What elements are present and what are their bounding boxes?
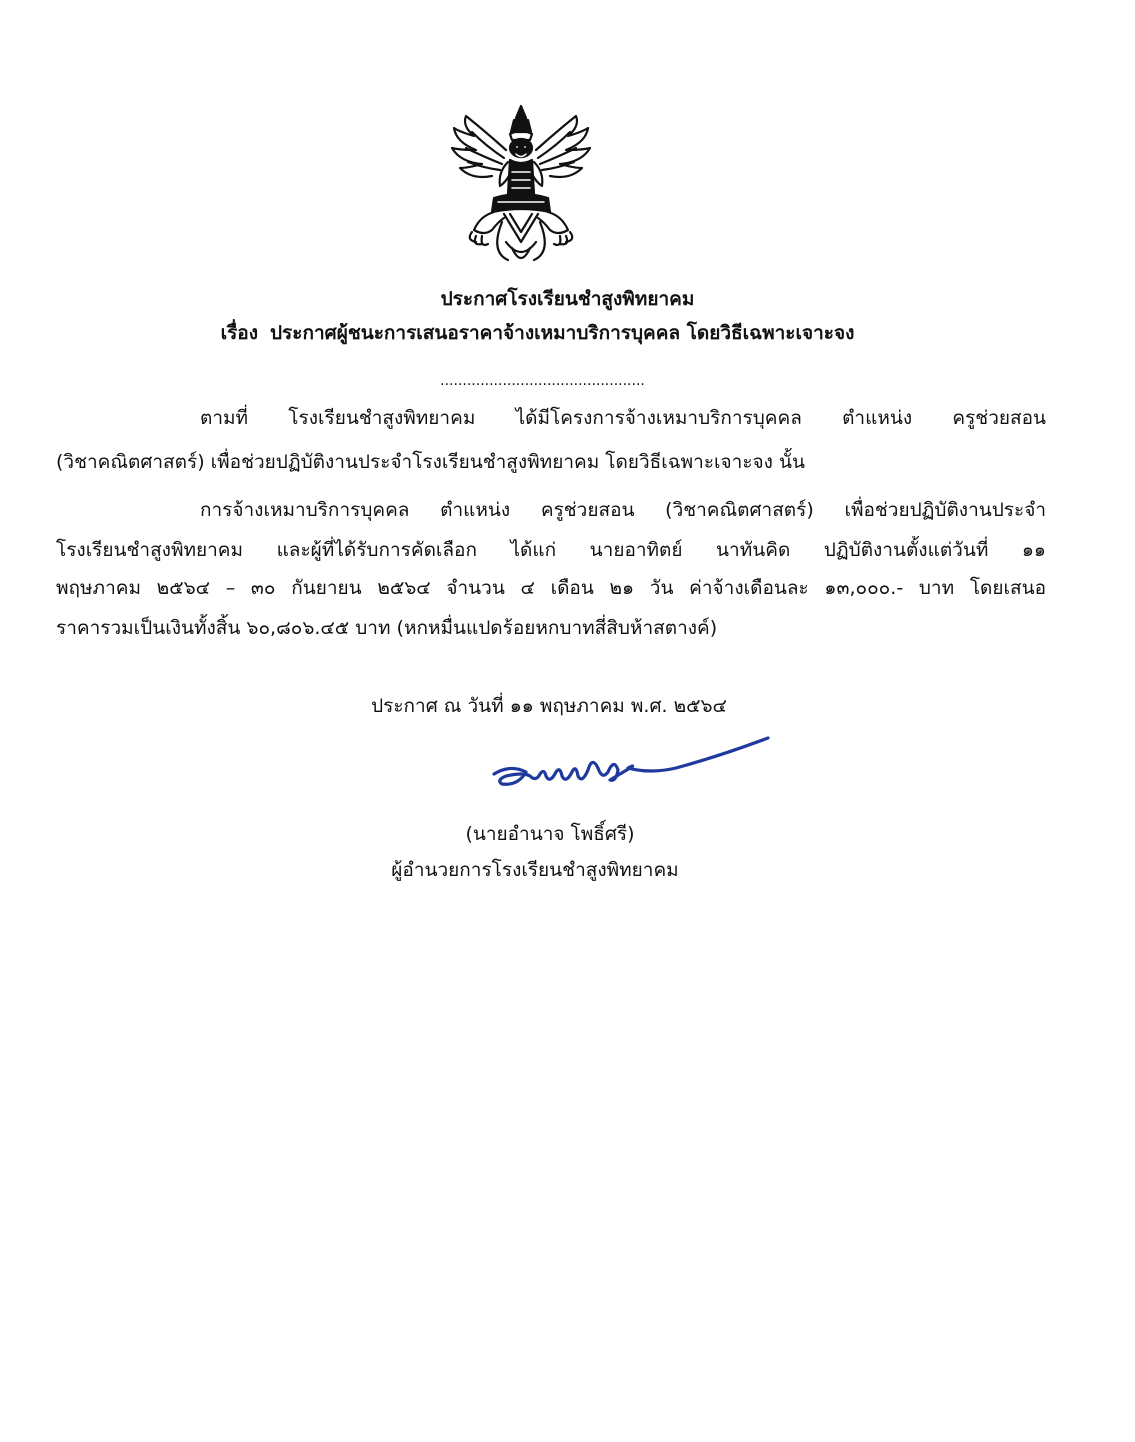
handwritten-signature	[480, 728, 776, 800]
announcement-subject	[0, 320, 1075, 346]
paragraph2-line1: การจ้างเหมาบริการบุคคล ตำแหน่ง ครูช่วยสอน (วิชาคณิตศาสตร์) เพื่อช่วยปฏิบัติงานประจำ	[200, 499, 1046, 521]
signer-name: (นายอำนาจ โพธิ์ศรี)	[465, 823, 635, 845]
paragraph1-line1: ตามที่ โรงเรียนชำสูงพิทยาคม ได้มีโครงการจ้างเหมาบริการบุคคล ตำแหน่ง ครูช่วยสอน	[200, 407, 1046, 429]
paragraph2-line3: พฤษภาคม ๒๕๖๔ – ๓๐ กันยายน ๒๕๖๔ จำนวน ๔ เดือน ๒๑ วัน ค่าจ้างเดือนละ ๑๓,๐๐๐.- บาท โดยเสนอ	[56, 577, 1046, 599]
announcement-title: ประกาศโรงเรียนชำสูงพิทยาคม	[440, 288, 695, 310]
subject-text: ประกาศผู้ชนะการเสนอราคาจ้างเหมาบริการบุคคล โดยวิธีเฉพาะเจาะจง	[269, 322, 855, 344]
paragraph1-line2: (วิชาคณิตศาสตร์) เพื่อช่วยปฏิบัติงานประจำโรงเรียนชำสูงพิทยาคม โดยวิธีเฉพาะเจาะจง นั้น	[56, 451, 805, 473]
paragraph2-line4: ราคารวมเป็นเงินทั้งสิ้น ๖๐,๘๐๖.๔๕ บาท (หกหมื่นแปดร้อยหกบาทสี่สิบห้าสตางค์)	[56, 617, 718, 639]
dotted-separator: ..............................................	[440, 373, 645, 389]
announcement-date: ประกาศ ณ วันที่ ๑๑ พฤษภาคม พ.ศ. ๒๕๖๔	[371, 695, 727, 717]
subject-label: เรื่อง	[220, 322, 258, 344]
paragraph2-line2: โรงเรียนชำสูงพิทยาคม และผู้ที่ได้รับการคัดเลือก ได้แก่ นายอาทิตย์ นาทันคิด ปฏิบัติงานตั้งแต่วันที่ ๑๑	[56, 539, 1046, 561]
garuda-emblem-icon	[446, 102, 596, 270]
signer-position: ผู้อำนวยการโรงเรียนชำสูงพิทยาคม	[391, 859, 679, 881]
